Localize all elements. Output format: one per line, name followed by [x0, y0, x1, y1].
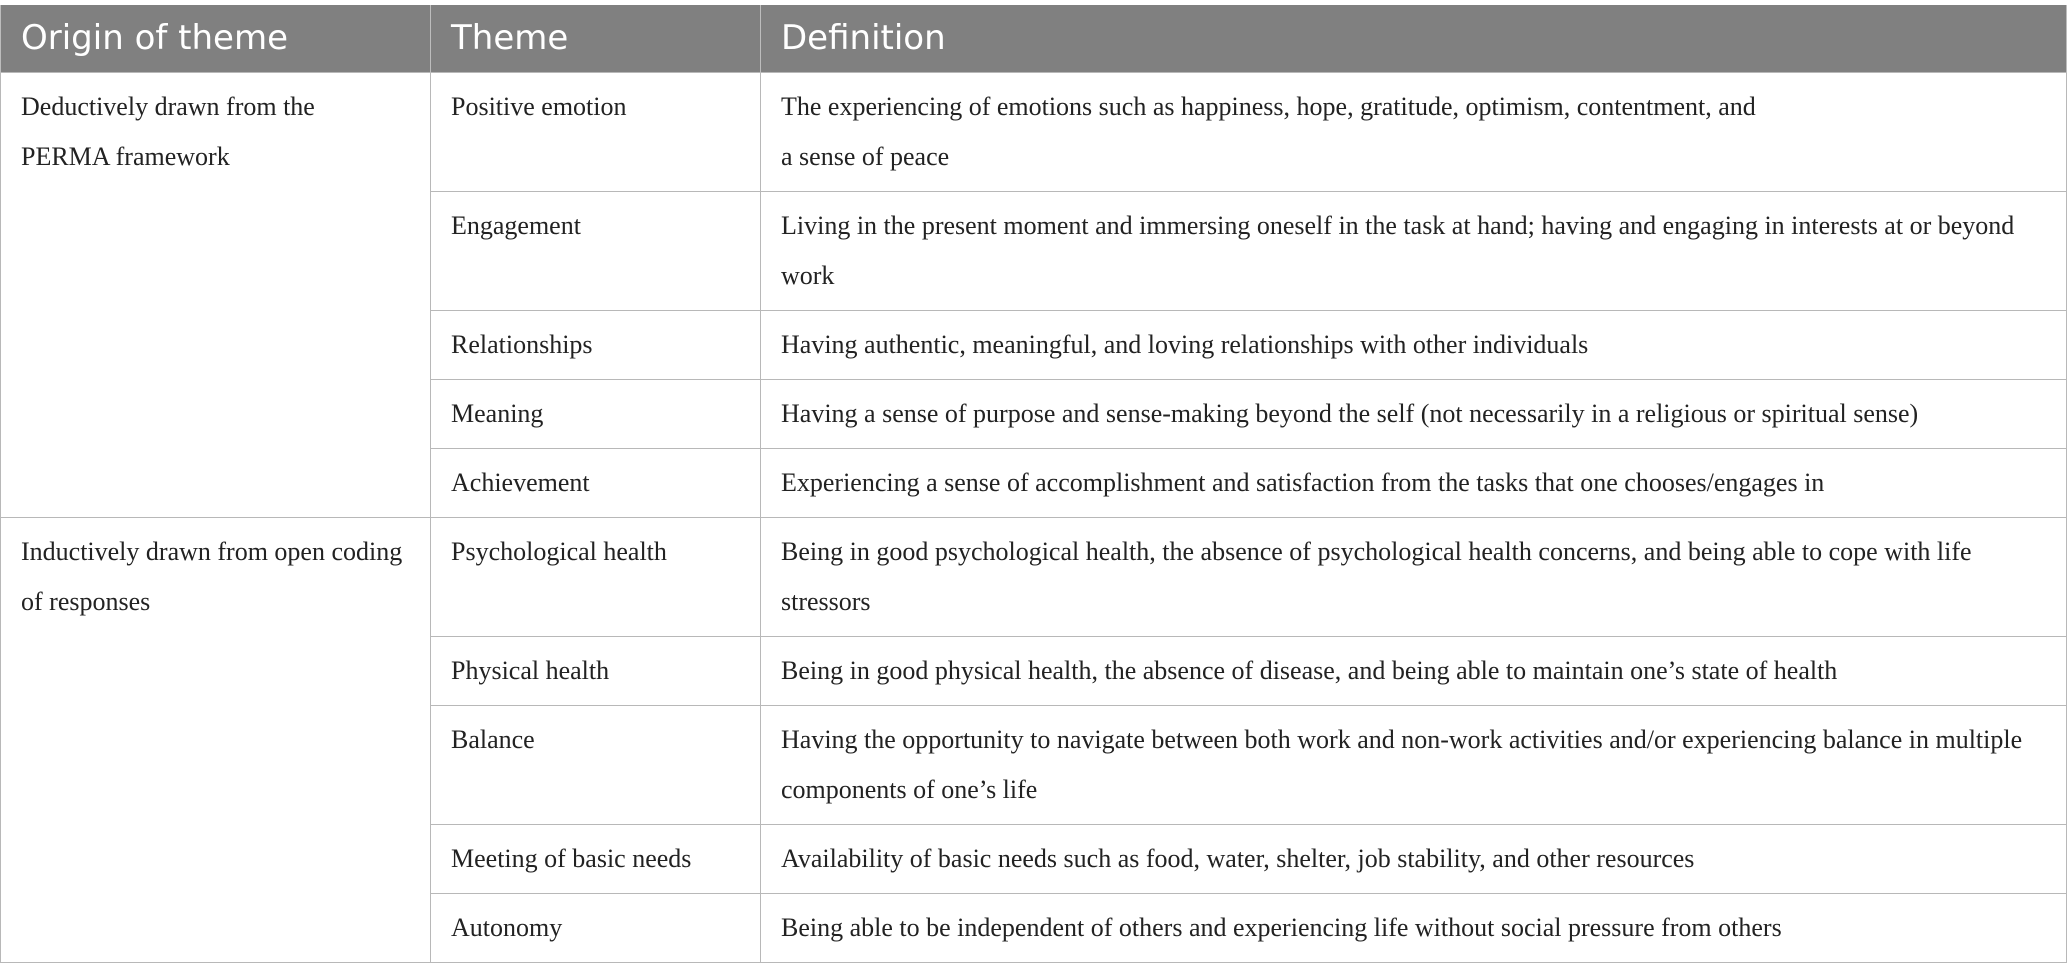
- header-definition: Definition: [761, 5, 2067, 72]
- definition-cell: Being in good psychological health, the absence of psychological health concerns, and being able to cope with life stressors: [761, 517, 2067, 636]
- table-body: [1, 72, 2067, 962]
- definition-line-2: a sense of peace: [781, 141, 950, 171]
- definition-cell: Having authentic, meaningful, and loving relationships with other individuals: [761, 310, 2067, 379]
- origin-cell-inductive: Inductively drawn from open coding of responses: [1, 517, 431, 962]
- theme-cell: Balance: [431, 705, 761, 824]
- definition-cell: Experiencing a sense of accomplishment and satisfaction from the tasks that one chooses/engages in: [761, 448, 2067, 517]
- header-origin: Origin of theme: [1, 5, 431, 72]
- definition-cell: Being able to be independent of others and experiencing life without social pressure from others: [761, 893, 2067, 962]
- theme-cell: Meaning: [431, 379, 761, 448]
- themes-table: [0, 5, 2067, 963]
- origin-cell-deductive: Deductively drawn from the PERMA framework: [1, 72, 431, 517]
- header-theme: Theme: [431, 5, 761, 72]
- table-row: [1, 517, 2067, 636]
- table-row: [1, 72, 2067, 191]
- definition-cell: [761, 72, 2067, 191]
- header-row: [1, 5, 2067, 72]
- definition-line-1: The experiencing of emotions such as happiness, hope, gratitude, optimism, contentment, and: [781, 91, 1756, 121]
- definition-cell: Being in good physical health, the absence of disease, and being able to maintain one’s state of health: [761, 636, 2067, 705]
- theme-cell: Psychological health: [431, 517, 761, 636]
- themes-table-container: [0, 5, 2067, 963]
- theme-cell: Autonomy: [431, 893, 761, 962]
- definition-cell: Availability of basic needs such as food, water, shelter, job stability, and other resources: [761, 824, 2067, 893]
- theme-cell: Physical health: [431, 636, 761, 705]
- definition-cell: Living in the present moment and immersing oneself in the task at hand; having and engaging in interests at or beyond work: [761, 191, 2067, 310]
- theme-cell: Meeting of basic needs: [431, 824, 761, 893]
- table-header: [1, 5, 2067, 72]
- theme-cell: Relationships: [431, 310, 761, 379]
- definition-cell: Having the opportunity to navigate between both work and non-work activities and/or experiencing balance in multiple components of one’s life: [761, 705, 2067, 824]
- theme-cell: Engagement: [431, 191, 761, 310]
- definition-cell: Having a sense of purpose and sense-making beyond the self (not necessarily in a religious or spiritual sense): [761, 379, 2067, 448]
- theme-cell: Positive emotion: [431, 72, 761, 191]
- theme-cell: Achievement: [431, 448, 761, 517]
